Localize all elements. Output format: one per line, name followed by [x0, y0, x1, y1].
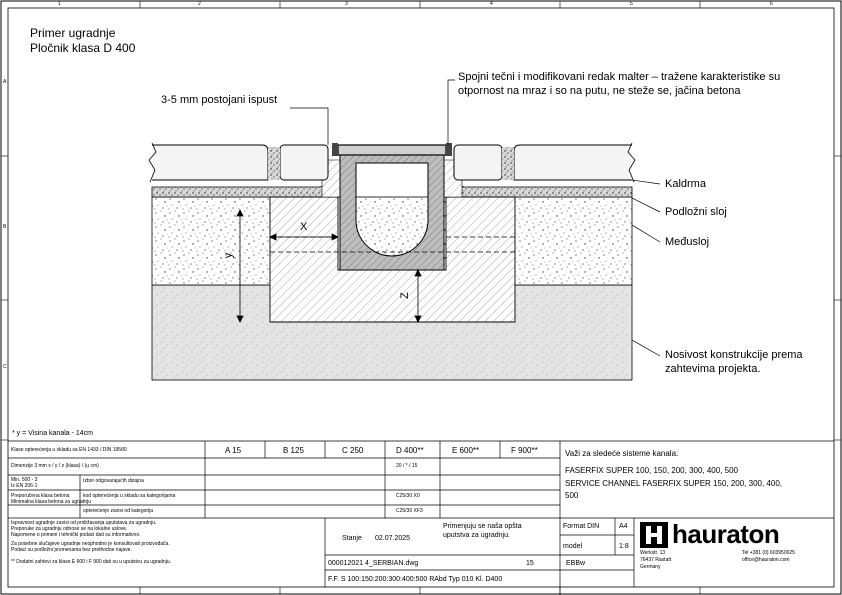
table-row-label-1: Klase opterećenja u skladu sa EN 1433 / DIN 19580 [11, 447, 127, 453]
dimension-y: y [222, 252, 235, 259]
joint-right [502, 147, 514, 180]
note-3: Napomene o primeni i tehnički podaci dati su informativno. [11, 532, 141, 538]
class-c250: C 250 [342, 446, 364, 455]
grid-row-c: C [3, 364, 7, 370]
dims-d400: 20 / * / 15 [396, 463, 418, 469]
grid-col-3: 3 [345, 1, 348, 7]
company-email: office@hauraton.com [742, 557, 790, 563]
table-desc-1: Izbor odgovarajućih dizajna [83, 478, 144, 484]
systems-line-2: SERVICE CHANNEL FASERFIX SUPER 150, 200, 300, 400, [565, 479, 782, 488]
note-1: Ispravnost ugradnje zavisi od pridržavanja uputstava za ugradnju. [11, 520, 157, 526]
format-label: Format DIN [563, 523, 600, 530]
company-tel: Tel +381 (0) 603950025 [742, 550, 795, 556]
note-2: Preporuke za ugradnju odnose se na lokalne uslove. [11, 526, 128, 532]
title-block-lines [8, 441, 834, 595]
company-address-2: 76437 Rastatt [640, 557, 672, 563]
company-address-3: Germany [640, 564, 661, 570]
hauraton-logo-icon [640, 522, 668, 548]
mortar-label-1: Spojni tečni i modifikovani redak malter – tražene karakteristike su [458, 71, 781, 83]
dimension-z: Z [398, 292, 411, 299]
systems-heading: Važi za sledeće sisteme kanala: [565, 449, 679, 458]
class-a15: A 15 [225, 446, 242, 455]
grid-col-2: 2 [198, 1, 201, 7]
class-f900: F 900** [511, 446, 538, 455]
table-row-label-2: Dimenzije 3 mm x / y / z (klasa) / (u cm) [11, 463, 99, 469]
title-line-1: Primer ugradnje [30, 26, 116, 40]
systems-line-1: FASERFIX SUPER 100, 150, 200, 300, 400, 500 [565, 466, 738, 475]
grid-col-5: 5 [630, 1, 633, 7]
lower-left-3: Minimalna klasa betona za ugradnju [11, 499, 92, 505]
footnote: * y = Visina kanala - 14cm [12, 430, 93, 437]
lower-left-1: Min. 500 - 3 [11, 477, 38, 483]
subbase-label-2: zahtevima projekta. [665, 363, 761, 375]
title-line-2: Pločnik klasa D 400 [30, 41, 136, 55]
lower-left-4: Iz EN 206-1 [11, 483, 38, 489]
model-label: model [563, 543, 583, 550]
grid-col-1: 1 [58, 1, 61, 7]
table-desc-2: kod opterećenja u skladu sa kategorijama [83, 493, 176, 499]
drawing-number: 000012021 4_SERBIAN.dwg [328, 560, 419, 567]
grid-col-6: 6 [770, 1, 773, 7]
channel-grate [338, 145, 446, 155]
concrete-class-1: C25/30 X0 [396, 493, 420, 499]
company-logo-text: hauraton [672, 519, 780, 549]
bedding-layer-left [152, 183, 340, 197]
note-6: ** Dodatni zahtevi za klase E 600 i F 900 dati su u uputstvu za ugradnju. [11, 559, 172, 565]
concrete-class-2: C25/30 XF3 [396, 508, 423, 514]
grid-row-a: A [3, 79, 7, 85]
bedding-label: Podložni sloj [665, 206, 727, 218]
status-note-2: uputstva za ugradnju. [443, 532, 510, 539]
mortar-label-2: otpornost na mraz i so na putu, ne steže se, jačina betona [458, 85, 741, 97]
class-d400: D 400** [396, 446, 424, 455]
edge-rail-left [332, 143, 338, 156]
edge-rail-right [446, 143, 452, 156]
note-4: Za posebne slučajeve ugradnje neophodno je konsultovati proizvođača. [11, 541, 170, 547]
product-code: F.F. S 100:150:200:300:400:500 RAbd Typ 010 Kl. D400 [328, 576, 503, 583]
model-value: 1:8 [619, 543, 629, 550]
class-e600: E 600** [452, 446, 480, 455]
dimension-x: X [300, 221, 308, 233]
status-note-1: Primenjuju se naša opšta [443, 523, 522, 530]
format-value: A4 [619, 523, 628, 530]
grid-col-4: 4 [490, 1, 493, 7]
drawing-code: EBBw [566, 560, 586, 567]
systems-line-3: 500 [565, 491, 579, 500]
grid-row-b: B [3, 224, 7, 230]
table-desc-3: opterećenje zavisi od kategorija [83, 508, 154, 514]
lower-left-2: Preporučena klasa betona [11, 493, 70, 499]
sheet-number: 15 [526, 560, 534, 567]
intermediate-label: Međusloj [665, 236, 710, 248]
subbase-label-1: Nosivost konstrukcije prema [665, 349, 803, 361]
state-label: Stanje [342, 535, 362, 542]
company-address-1: Werkstr. 13 [640, 550, 666, 556]
gap-label: 3-5 mm postojani ispust [161, 94, 278, 106]
state-date: 02.07.2025 [375, 535, 411, 542]
bedding-layer-right [444, 183, 632, 197]
note-5: Podaci su podložni promenama bez prethodne najave. [11, 547, 132, 553]
class-b125: B 125 [283, 446, 304, 455]
joint-left [268, 147, 280, 180]
paving-label: Kaldrma [665, 178, 706, 190]
